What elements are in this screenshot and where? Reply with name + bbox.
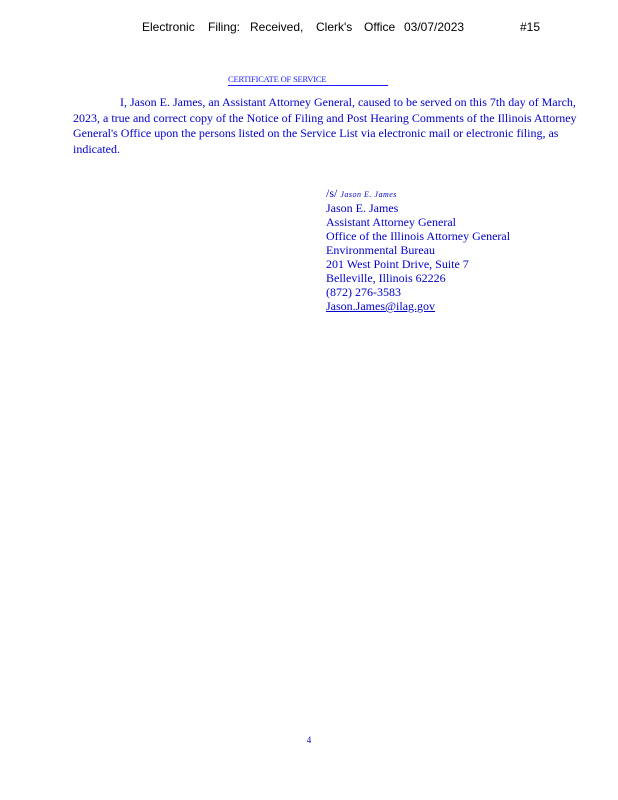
signature-name: Jason E. James xyxy=(340,190,397,199)
email-link[interactable]: Jason.James@ilag.gov xyxy=(326,299,436,313)
signer-name: Jason E. James xyxy=(326,201,399,215)
signer-bureau: Environmental Bureau xyxy=(326,243,435,257)
address-line-1: 201 West Point Drive, Suite 7 xyxy=(326,257,469,271)
filing-stamp-header xyxy=(0,20,618,38)
signature-block xyxy=(326,186,510,313)
certificate-title: CERTIFICATE OF SERVICE xyxy=(228,74,388,86)
header-office: Office xyxy=(364,20,396,34)
certificate-body: I, Jason E. James, an Assistant Attorney General, caused to be served on this 7th day of March, 2023, a true and correct copy of the Notice of Filing and Post Hearing Comments of the Illinois Attorney General's Office upon the persons listed on the Service List via electronic mail or electronic filing, as indicated. xyxy=(73,95,577,156)
header-electronic: Electronic xyxy=(142,20,195,34)
signature-prefix: /s/ xyxy=(326,186,338,200)
header-received: Received, xyxy=(250,20,304,34)
header-date: 03/07/2023 xyxy=(404,20,465,34)
page-number: 4 xyxy=(306,735,312,745)
signer-title: Assistant Attorney General xyxy=(326,215,456,229)
electronic-signature xyxy=(326,186,510,201)
signer-office: Office of the Illinois Attorney General xyxy=(326,229,511,243)
header-document-number: #15 xyxy=(520,20,541,34)
header-clerks: Clerk's xyxy=(316,20,353,34)
address-line-2: Belleville, Illinois 62226 xyxy=(326,271,446,285)
header-filing: Filing: xyxy=(208,20,241,34)
phone-number: (872) 276-3583 xyxy=(326,285,401,299)
